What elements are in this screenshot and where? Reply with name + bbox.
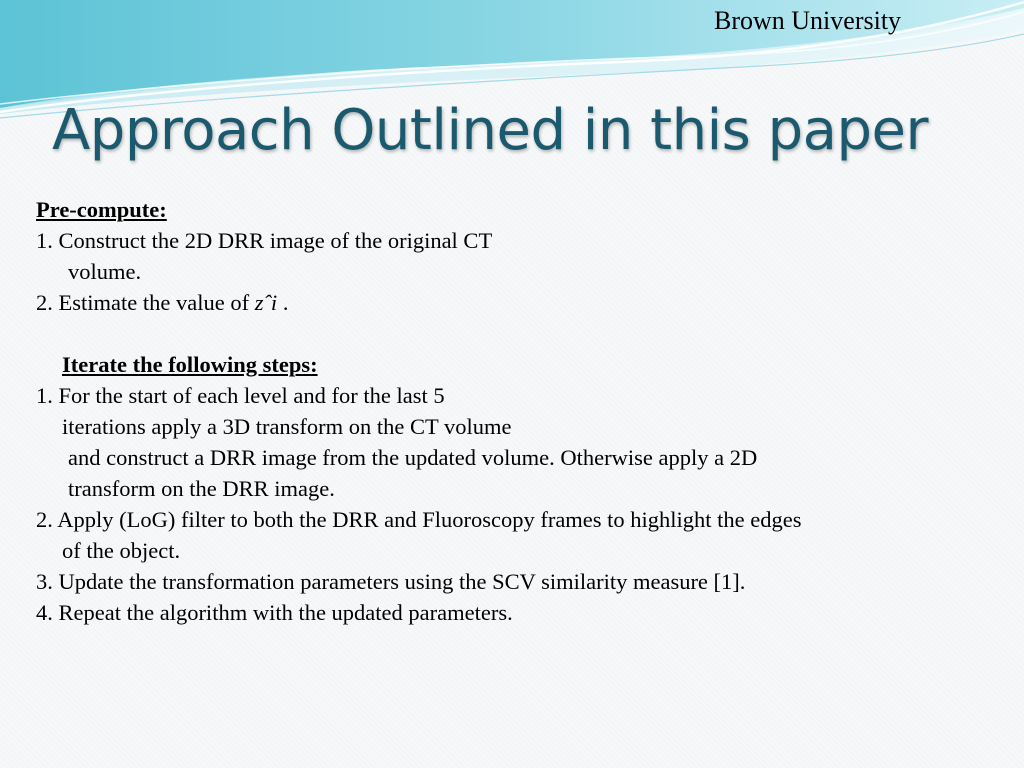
precompute-heading: Pre-compute:: [36, 197, 167, 222]
iterate-heading: Iterate the following steps:: [62, 352, 318, 377]
slide-title: Approach Outlined in this paper: [52, 98, 929, 163]
iterate-step-4: 4. Repeat the algorithm with the updated parameters.: [36, 600, 513, 625]
iterate-step-1-line-4: transform on the DRR image.: [68, 476, 335, 501]
precompute-step-2-symbol: zˆi: [254, 290, 278, 315]
iterate-step-3: 3. Update the transformation parameters using the SCV similarity measure [1].: [36, 569, 746, 594]
precompute-step-1-line-2: volume.: [68, 259, 142, 284]
precompute-step-2-text: 2. Estimate the value of: [36, 290, 255, 315]
iterate-step-1-line-1: 1. For the start of each level and for the last 5: [36, 383, 445, 408]
precompute-step-2: [36, 287, 996, 318]
precompute-step-2-suffix: .: [277, 290, 289, 315]
iterate-step-2-line-2: of the object.: [62, 538, 181, 563]
slide-body: [36, 194, 996, 628]
iterate-step-1-line-2: iterations apply a 3D transform on the CT volume: [62, 414, 512, 439]
organization-name: Brown University: [714, 6, 902, 35]
precompute-step-1-line-1: 1. Construct the 2D DRR image of the original CT: [36, 228, 493, 253]
iterate-step-2-line-1: 2. Apply (LoG) filter to both the DRR and Fluoroscopy frames to highlight the edges: [36, 507, 802, 532]
blank-line: [36, 318, 996, 349]
iterate-step-1-line-3: and construct a DRR image from the updated volume. Otherwise apply a 2D: [68, 445, 758, 470]
